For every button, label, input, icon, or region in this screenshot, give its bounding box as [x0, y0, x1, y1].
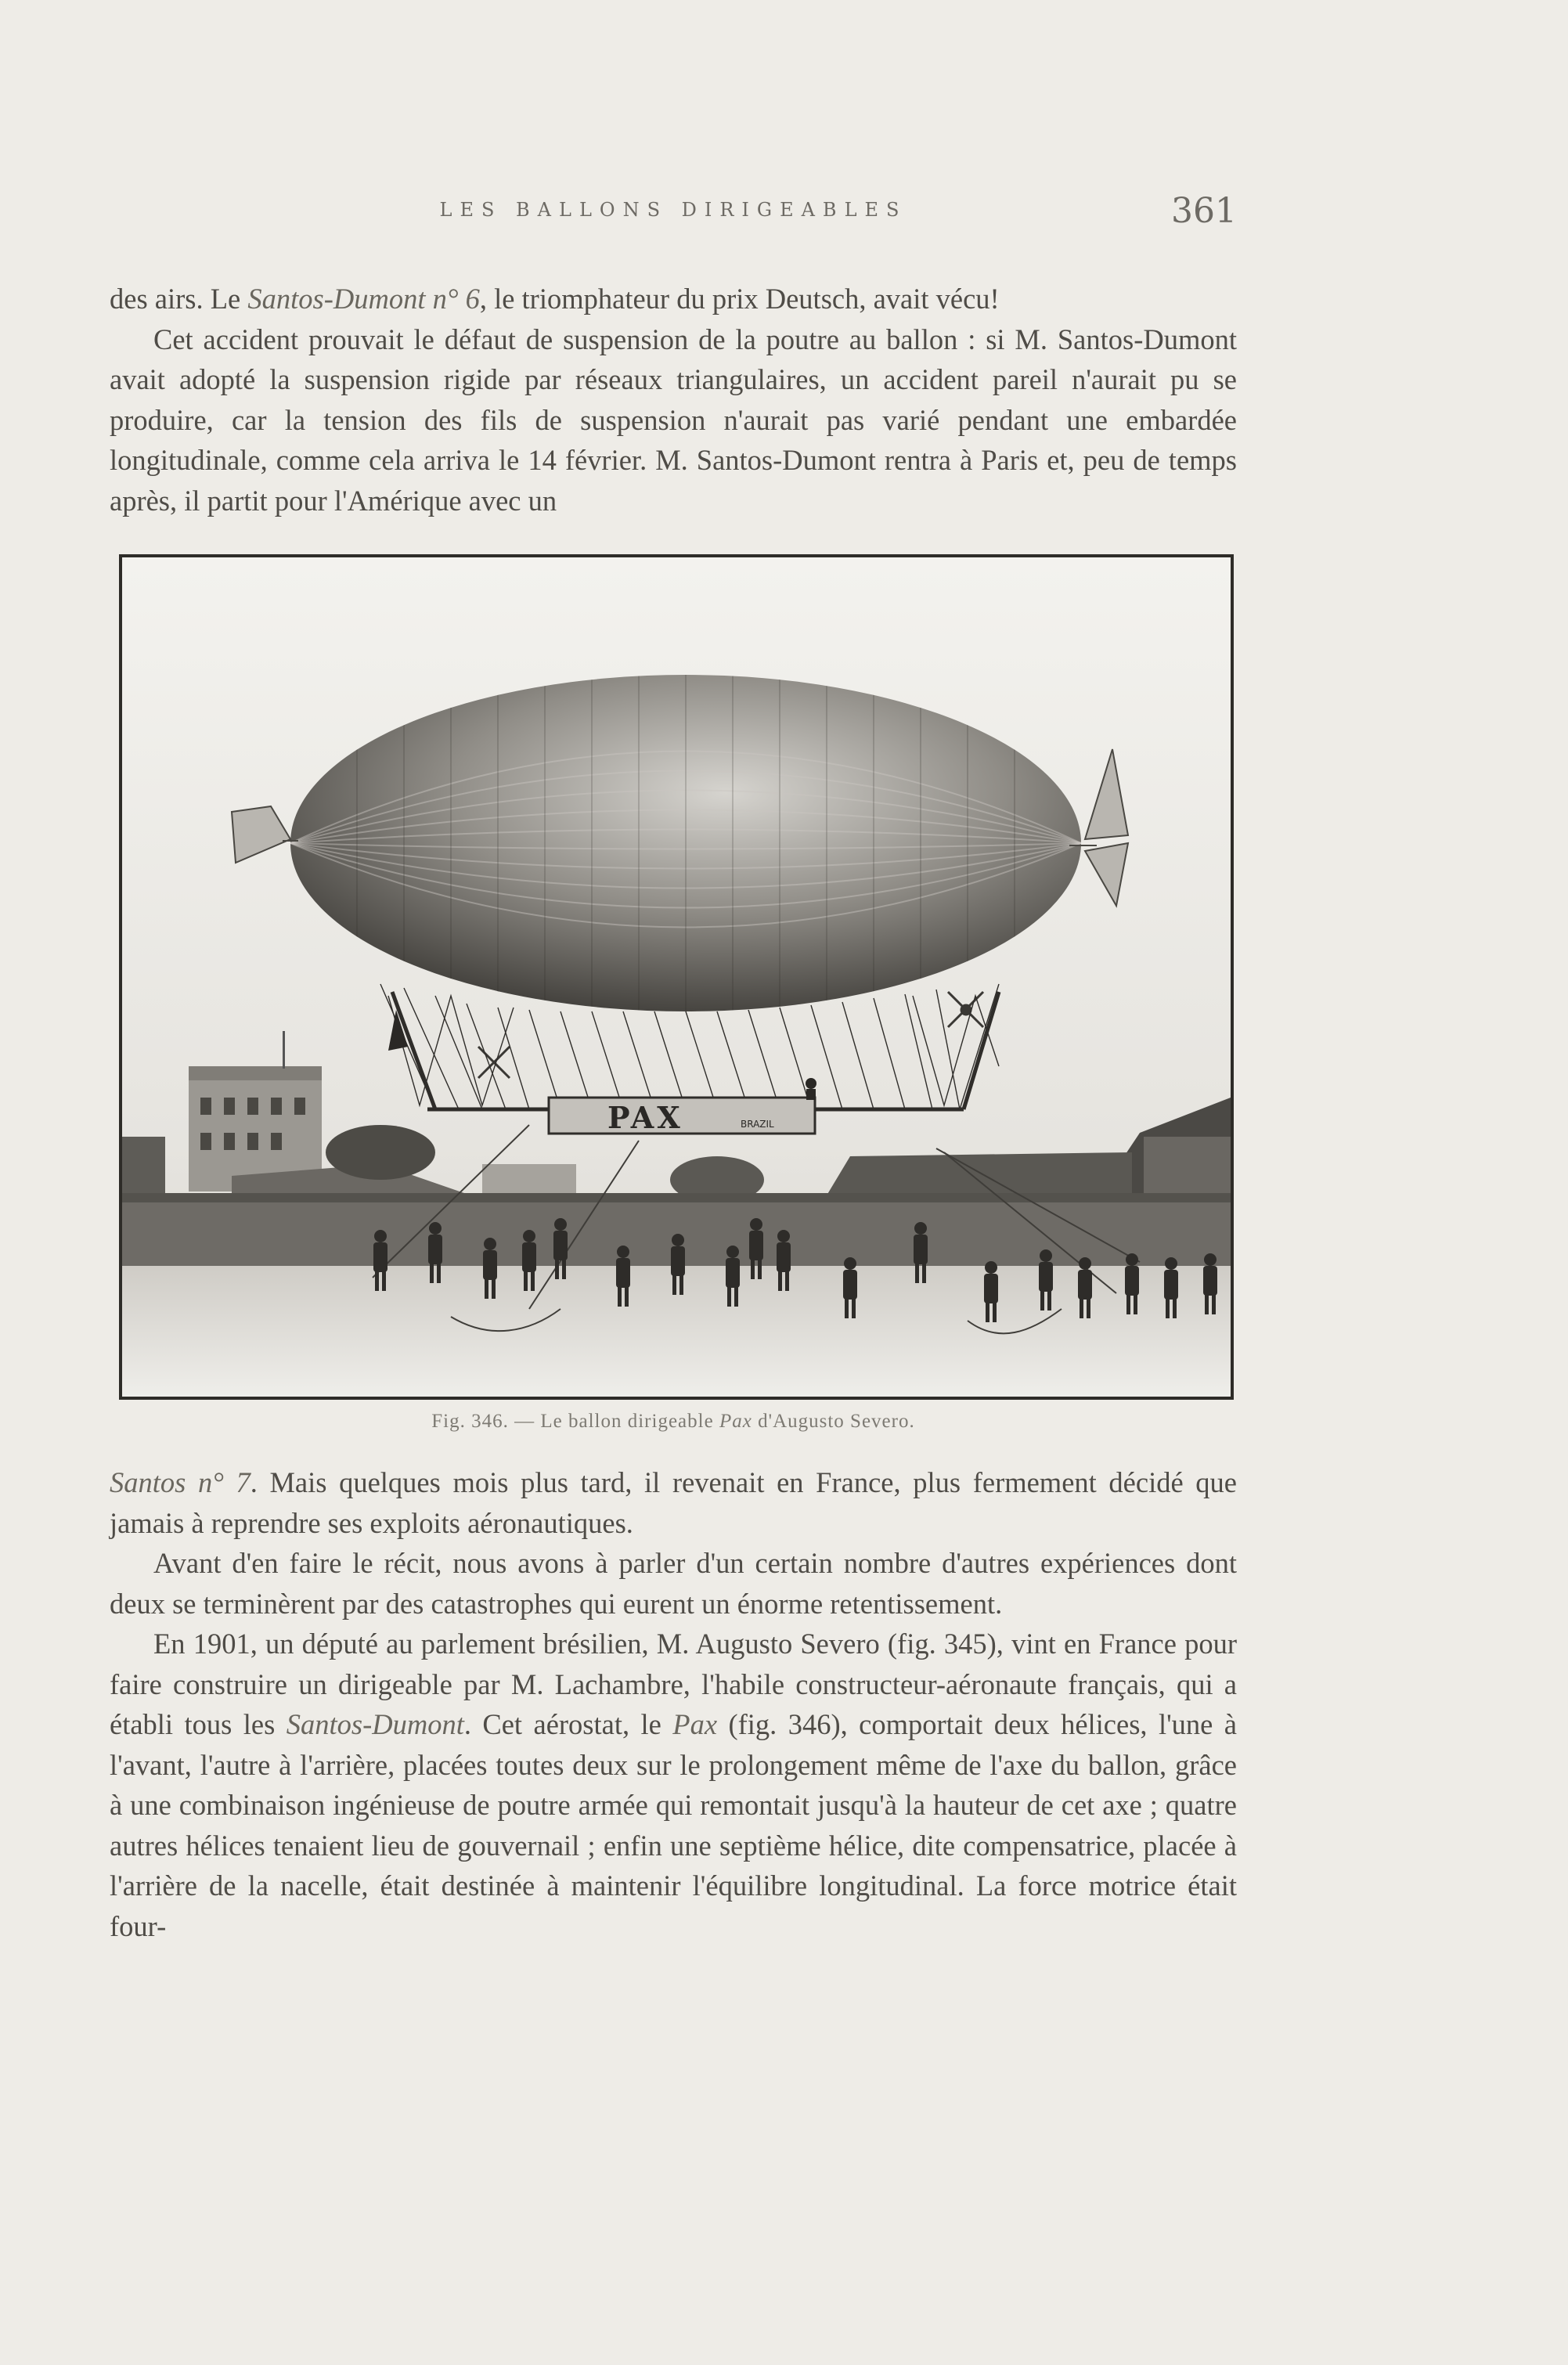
- running-head-title: LES BALLONS DIRIGEABLES: [439, 199, 907, 221]
- airship-photo: [122, 557, 1231, 1397]
- caption-prefix: Fig. 346. — Le ballon dirigeable: [431, 1411, 719, 1432]
- paragraph: [110, 279, 1237, 319]
- paragraph: [110, 319, 1237, 521]
- italic-text: Pax: [672, 1708, 718, 1740]
- text-run: En 1901, un député au parlement brésilien, M. Augusto Severo (fig. 345), vint en France pour faire construire un dirigeable par M. Lachambre, l'habile constructeur-aéronaute français, qui a établi tous les: [110, 1628, 1237, 1740]
- text-run: (fig. 346), comportait deux hélices, l'une à l'avant, l'autre à l'arrière, placées toutes deux sur le prolongement même de l'axe du ballon, grâce à une combinaison ingénieuse de poutre armée qui remontait jusqu'à la hauteur de cet axe ; quatre autres hélices tenaient lieu de gouvernail ; enfin une septième hélice, dite compensatrice, placée à l'arrière de la nacelle, était destinée à maintenir l'équilibre longitudinal. La force motrice était four-: [110, 1708, 1237, 1942]
- pax-sign-text: PAX: [607, 1100, 683, 1135]
- page-number: 361: [1171, 191, 1237, 231]
- italic-text: Santos-Dumont: [286, 1708, 464, 1740]
- running-head: [110, 191, 1237, 241]
- top-text-block: [110, 279, 1237, 521]
- pax-sign-subtext: BRAZIL: [741, 1119, 774, 1130]
- paragraph: [110, 1462, 1237, 1543]
- paragraph: [110, 1624, 1237, 1946]
- text-run: des airs. Le: [110, 283, 248, 315]
- text-run: . Cet aérostat, le: [463, 1708, 673, 1740]
- text-run: . Mais quelques mois plus tard, il revenait en France, plus fermement décidé que jamais à reprendre ses exploits aéronautiques.: [110, 1466, 1237, 1539]
- text-run: Avant d'en faire le récit, nous avons à parler d'un certain nombre d'autres expériences dont deux se terminèrent par des catastrophes qui eurent un énorme retentissement.: [110, 1547, 1237, 1620]
- airship-envelope: [290, 675, 1081, 1011]
- caption-italic: Pax: [719, 1411, 752, 1432]
- caption-suffix: d'Augusto Severo.: [752, 1411, 915, 1432]
- italic-text: Santos-Dumont n° 6: [247, 283, 480, 315]
- bottom-text-block: [110, 1462, 1237, 1946]
- text-run: , le triomphateur du prix Deutsch, avait vécu!: [479, 283, 1000, 315]
- text-run: Cet accident prouvait le défaut de suspension de la poutre au ballon : si M. Santos-Dumont avait adopté la suspension rigide par réseaux triangulaires, un accident pareil n'aurait pu se produire, car la tension des fils de suspension n'aurait pas varié pendant une embardée longitudinale, comme cela arriva le 14 février. M. Santos-Dumont rentra à Paris et, peu de temps après, il partit pour l'Amérique avec un: [110, 323, 1237, 517]
- figure-caption: [110, 1411, 1237, 1433]
- italic-text: Santos n° 7: [110, 1466, 251, 1498]
- figure-photograph: [119, 554, 1234, 1400]
- paragraph: [110, 1543, 1237, 1624]
